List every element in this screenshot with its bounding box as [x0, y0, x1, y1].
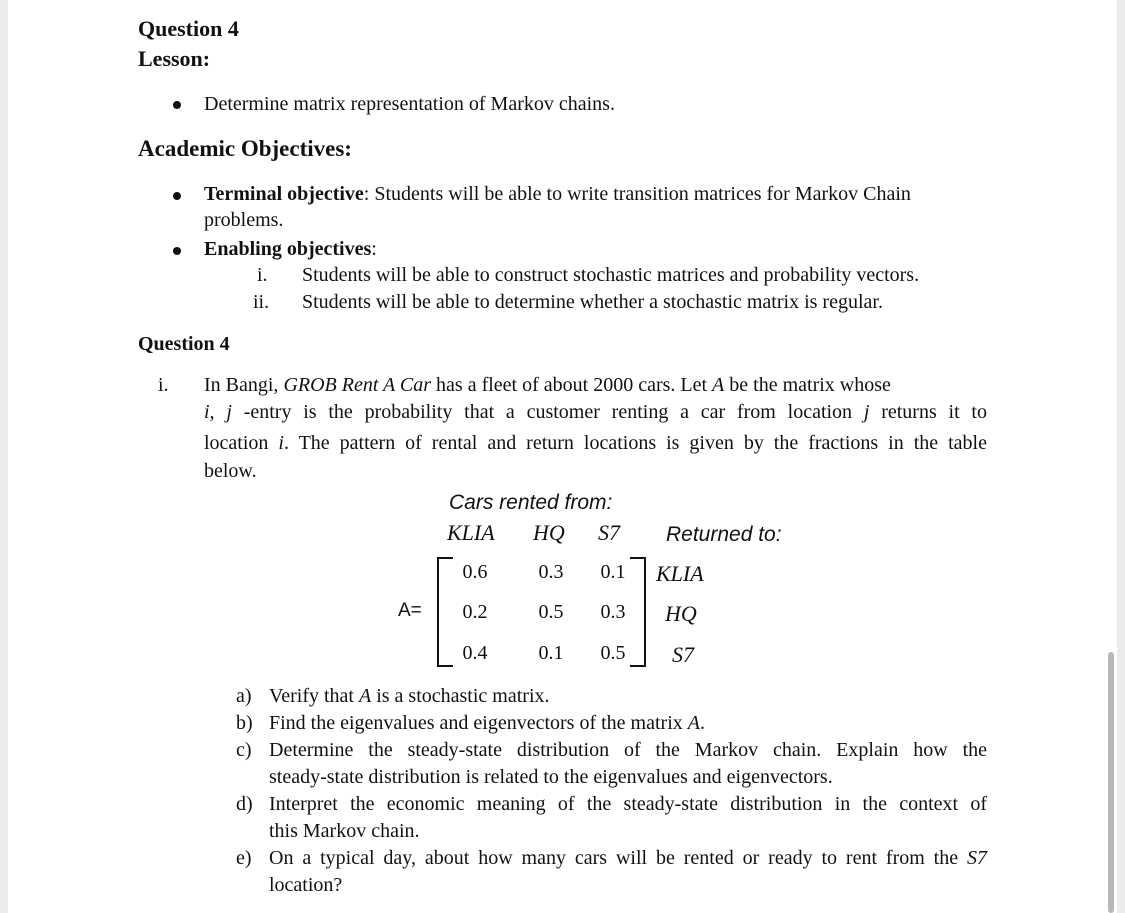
- matrix-right-bracket-top: [630, 557, 646, 559]
- returned-to-label: Returned to:: [666, 523, 782, 546]
- page-right-edge: [1117, 0, 1125, 913]
- bullet-icon: [173, 101, 181, 109]
- question-line-2: i, j -entry is the probability that a customer renting a car from location j returns it to: [204, 401, 987, 423]
- terminal-objective-text: : Students will be able to write transition matrices for Markov Chain: [363, 183, 911, 205]
- enabling-objectives: Enabling objectives:: [204, 238, 377, 260]
- task-d-line2: this Markov chain.: [269, 820, 420, 842]
- matrix-cell: 0.4: [462, 642, 488, 664]
- task-label-c: c): [236, 739, 252, 761]
- matrix-cell: 0.5: [538, 601, 564, 623]
- task-label-e: e): [236, 847, 252, 869]
- task-label-d: d): [236, 793, 253, 815]
- question-item-num: i.: [158, 374, 169, 396]
- matrix-cell: 0.1: [600, 561, 626, 583]
- terminal-objective-label: Terminal objective: [204, 183, 364, 205]
- enabling-item-num: ii.: [253, 291, 270, 313]
- enabling-item-text: Students will be able to construct stochastic matrices and probability vectors.: [302, 264, 920, 286]
- page-left-edge: [0, 0, 8, 913]
- terminal-objective-line2: problems.: [204, 209, 284, 231]
- row-label-klia: KLIA: [656, 561, 704, 586]
- col-header-s7: S7: [598, 520, 620, 545]
- question-line-4: below.: [204, 460, 257, 482]
- task-label-b: b): [236, 712, 253, 734]
- matrix-cell: 0.3: [538, 561, 564, 583]
- question-line-1: In Bangi, GROB Rent A Car has a fleet of about 2000 cars. Let A be the matrix whose: [204, 374, 891, 396]
- row-label-s7: S7: [672, 642, 694, 667]
- matrix-label: A=: [398, 600, 422, 621]
- row-label-hq: HQ: [665, 601, 697, 626]
- col-header-klia: KLIA: [447, 520, 495, 545]
- enabling-item-text: Students will be able to determine whether a stochastic matrix is regular.: [302, 291, 883, 313]
- matrix-right-bracket-bottom: [630, 665, 646, 667]
- matrix-left-bracket-bottom: [437, 665, 453, 667]
- bullet-icon: [173, 192, 181, 200]
- lesson-label: Lesson:: [138, 46, 211, 71]
- matrix-cell: 0.3: [600, 601, 626, 623]
- question-section-title: Question 4: [138, 333, 230, 355]
- rented-from-label: Cars rented from:: [449, 491, 613, 514]
- matrix-left-bracket-top: [437, 557, 453, 559]
- enabling-objectives-label: Enabling objectives: [204, 238, 372, 260]
- matrix-cell: 0.6: [462, 561, 488, 583]
- task-label-a: a): [236, 685, 252, 707]
- task-e-line2: location?: [269, 874, 343, 896]
- matrix-right-bracket: [644, 557, 646, 667]
- task-a-text: Verify that A is a stochastic matrix.: [269, 685, 550, 707]
- company-name: GROB Rent A Car: [283, 374, 432, 396]
- task-d-line1: Interpret the economic meaning of the steady-state distribution in the context of: [269, 793, 987, 815]
- lesson-bullet-text: Determine matrix representation of Markov chains.: [204, 93, 615, 115]
- bullet-icon: [173, 247, 181, 255]
- terminal-objective-line1: [204, 183, 911, 206]
- matrix-cell: 0.5: [600, 642, 626, 664]
- matrix-cell: 0.1: [538, 642, 564, 664]
- question-title: Question 4: [138, 16, 239, 41]
- matrix-cell: 0.2: [462, 601, 488, 623]
- task-b-text: Find the eigenvalues and eigenvectors of the matrix A.: [269, 712, 705, 734]
- scrollbar-thumb[interactable]: [1108, 652, 1114, 913]
- enabling-item-num: i.: [257, 264, 268, 286]
- matrix-left-bracket: [437, 557, 439, 667]
- task-e-line1: On a typical day, about how many cars will be rented or ready to rent from the S7: [269, 847, 987, 869]
- col-header-hq: HQ: [533, 520, 565, 545]
- objectives-heading: Academic Objectives:: [138, 136, 352, 161]
- task-c-line1: Determine the steady-state distribution of the Markov chain. Explain how the: [269, 739, 987, 761]
- question-line-3: location i. The pattern of rental and return locations is given by the fractions in the table: [204, 432, 987, 454]
- task-c-line2: steady-state distribution is related to the eigenvalues and eigenvectors.: [269, 766, 833, 788]
